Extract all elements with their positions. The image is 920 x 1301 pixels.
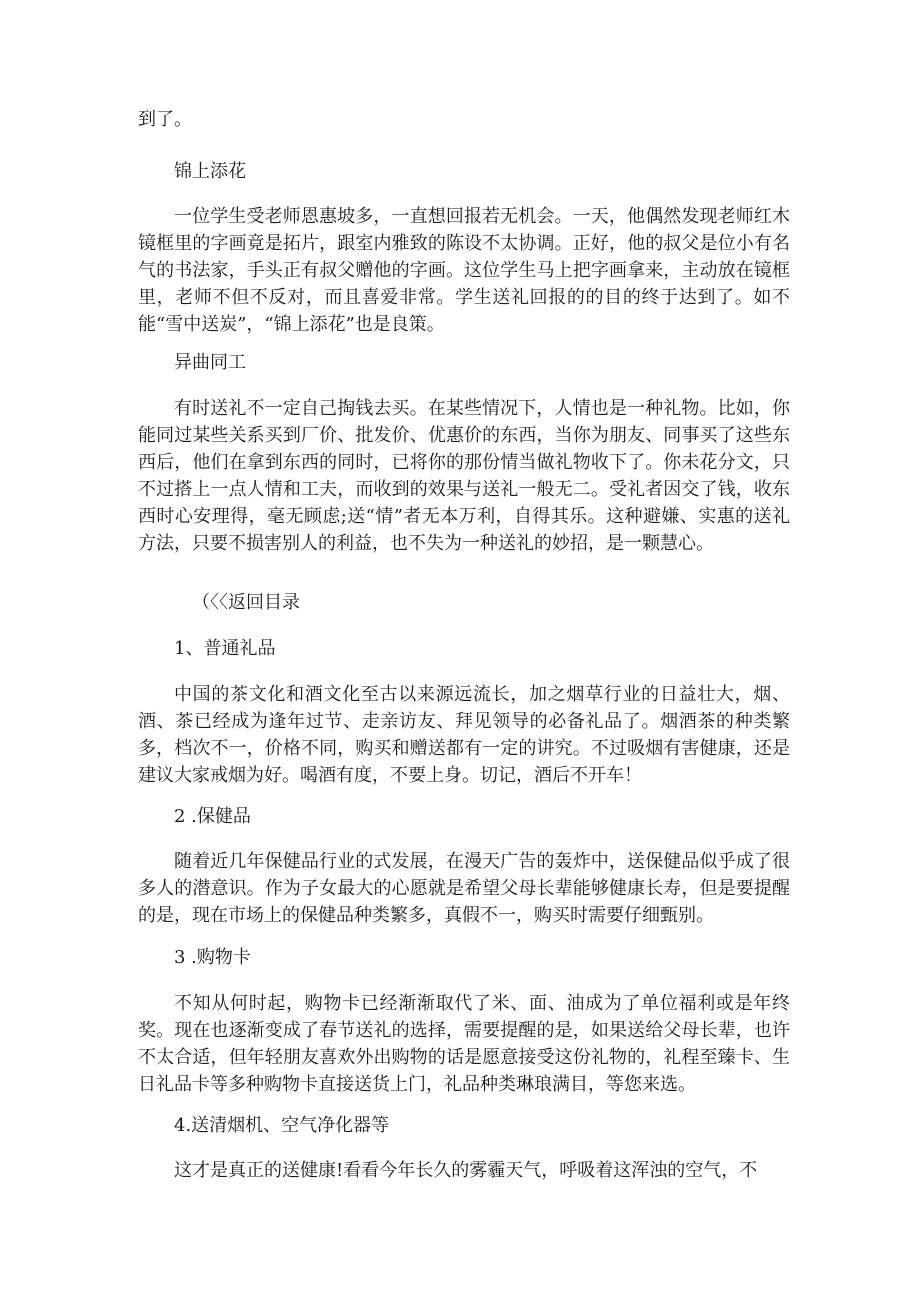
item-heading-3: 3 .购物卡 [174, 947, 251, 968]
section-heading-yiqu: 异曲同工 [174, 352, 246, 373]
item-body-2: 随着近几年保健品行业的式发展，在漫天广告的轰炸中，送保健品似乎成了很多人的潜意识。作为子女最大的心愿就是希望父母长辈能够健康长寿，但是要提醒的是，现在市场上的保健品种类繁多，真假不一，购买时需要仔细甄别。 [138, 851, 790, 926]
item-heading-2: 2 .保健品 [174, 806, 251, 827]
section-body-jinshang: 一位学生受老师恩惠坡多，一直想回报若无机会。一天，他偶然发现老师红木镜框里的字画竟是拓片，跟室内雅致的陈设不太协调。正好，他的叔父是位小有名气的书法家，手头正有叔父赠他的字画。这位学生马上把字画拿来，主动放在镜框里，老师不但不反对，而且喜爱非常。学生送礼回报的的目的终于达到了。如不能“雪中送炭”，“锦上添花”也是良策。 [138, 206, 790, 335]
item-body-3: 不知从何时起，购物卡已经渐渐取代了米、面、油成为了单位福利或是年终奖。现在也逐渐变成了春节送礼的选择，需要提醒的是，如果送给父母长辈，也许不太合适，但年轻朋友喜欢外出购物的话是愿意接受这份礼物的，礼程至臻卡、生日礼品卡等多种购物卡直接送货上门，礼品种类琳琅满目，等您来选。 [138, 993, 790, 1095]
item-heading-4: 4.送清烟机、空气净化器等 [174, 1115, 390, 1136]
section-body-yiqu: 有时送礼不一定自己掏钱去买。在某些情况下，人情也是一种礼物。比如，你能同过某些关系买到厂价、批发价、优惠价的东西，当你为朋友、同事买了这些东西后，他们在拿到东西的同时，已将你的那份情当做礼物收下了。你未花分文，只不过搭上一点人情和工夫，而收到的效果与送礼一般无二。受礼者因交了钱，收东西时心安理得，毫无顾虑;送“情”者无本万利，自得其乐。这种避嫌、实惠的送礼方法，只要不损害别人的利益，也不失为一种送礼的妙招，是一颗慧心。 [138, 398, 790, 554]
item-body-1: 中国的茶文化和酒文化至古以来源远流长，加之烟草行业的日益壮大，烟、酒、茶已经成为逢年过节、走亲访友、拜见领导的必备礼品了。烟酒茶的种类繁多，档次不一，价格不同，购买和赠送都有一定的讲究。不过吸烟有害健康，还是建议大家戒烟为好。喝酒有度，不要上身。切记，酒后不开车！ [138, 684, 790, 786]
section-heading-jinshang: 锦上添花 [174, 161, 246, 182]
continued-text: 到了。 [138, 109, 192, 130]
back-to-contents-link[interactable]: （〈〈返回目录 [192, 592, 300, 613]
item-body-4: 这才是真正的送健康!看看今年长久的雾霾天气，呼吸着这浑浊的空气，不 [174, 1160, 758, 1181]
item-heading-1: 1、普通礼品 [174, 638, 276, 659]
